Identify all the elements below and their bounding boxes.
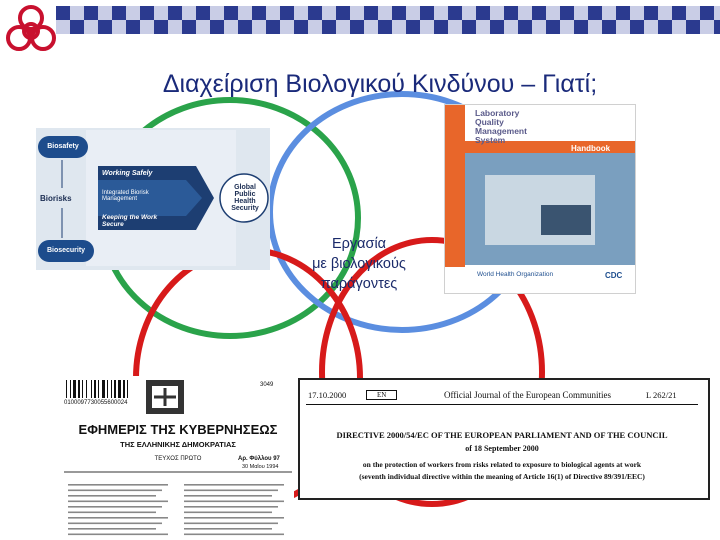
barcode-bar [94,380,96,398]
directive-dated: of 18 September 2000 [465,444,539,453]
barcode-bar [82,380,83,398]
cdc-logo-text: CDC [605,271,623,280]
barcode-bar [107,380,108,398]
barcode-bar [70,380,71,398]
greek-gazette-image [62,376,294,540]
gazette-subtitle: ΤΗΣ ΕΛΛΗΝΙΚΗΣ ΔΗΜΟΚΡΑΤΙΑΣ [120,440,236,449]
handbook-title-3: Management [475,126,527,136]
lqms-handbook-cover [444,104,636,294]
gazette-text-line [68,528,156,530]
barcode-bar [73,380,76,398]
handbook-title-2: Quality [475,117,504,127]
keeping-secure-label: Keeping the Work Secure [102,214,158,228]
barcode-bar [91,380,92,398]
center-label-line-3: παράγοντες [320,276,398,292]
gazette-title: ΕΦΗΜΕΡΙΣ ΤΗΣ ΚΥΒΕΡΝΗΣΕΩΣ [78,422,278,437]
directive-line2: (seventh individual directive within the meaning of Article 16(1) of Directive 89/391/EEC) [359,472,645,481]
gazette-date: 30 Μαΐου 1994 [242,464,279,470]
gazette-text-line [184,495,272,497]
gazette-text-line [184,490,278,492]
directive-date: 17.10.2000 [308,390,347,400]
barcode-bar [78,380,80,398]
directive-heading: DIRECTIVE 2000/54/EC OF THE EUROPEAN PARLIAMENT AND OF THE COUNCIL [336,430,668,440]
center-label [282,234,436,294]
directive-ref: L 262/21 [646,390,677,400]
global-health-label: Global Public Health Security [231,184,259,212]
barcode-bar [102,380,105,398]
gazette-text-line [68,506,162,508]
gazette-text-line [68,517,168,519]
barcode-bar [127,380,128,398]
gazette-text-line [184,506,278,508]
gazette-text-line [68,495,156,497]
gazette-text-line [184,517,284,519]
gazette-issue: ΤΕΥΧΟΣ ΠΡΩΤΟ [154,456,202,462]
barcode-bar [114,380,116,398]
directive-lang: EN [366,390,397,400]
who-logo-text: World Health Organization [477,271,554,278]
biorisks-label: Biorisks [40,194,72,203]
gazette-text-line [68,512,156,514]
biosecurity-label: Biosecurity [46,247,86,254]
gazette-text-line [184,512,272,514]
eu-directive-image [298,378,710,500]
gazette-text-line [184,501,284,503]
barcode-bar [111,380,112,398]
gazette-text-line [184,523,278,525]
handbook-title-1: Laboratory [475,108,520,118]
barcode-bar [98,380,99,398]
directive-journal: Official Journal of the European Communities [444,390,612,400]
gazette-text-line [68,523,162,525]
barcode-bar [123,380,125,398]
working-safely-label: Working Safely [102,170,153,177]
center-label-line-2: με βιολογικούς [312,256,406,272]
slide-title: Διαχείριση Βιολογικού Κινδύνου – Γιατί; [162,70,598,98]
gazette-text-line [68,484,168,486]
gazette-page-number: 3049 [260,382,274,388]
gazette-text-line [68,534,168,536]
gazette-text-line [68,501,168,503]
barcode-bar [118,380,121,398]
directive-line1: on the protection of workers from risks related to exposure to biological agents at work [362,460,642,469]
biorisk-diagram [36,128,270,270]
gazette-text-line [68,490,162,492]
gazette-text-line [184,528,272,530]
handbook-title-4: System [475,135,506,145]
barcode-bar [86,380,87,398]
handbook-label: Handbook [571,144,611,153]
center-label-line-1: Εργασία [331,236,387,252]
gazette-text-line [184,484,284,486]
barcode-bar [66,380,67,398]
integrated-label: Integrated Biorisk Management [102,190,149,202]
gazette-barcode-number: 0100097730055600024 [64,400,128,406]
gazette-text-line [184,534,284,536]
gazette-sheet: Αρ. Φύλλου 97 [238,456,280,462]
biosafety-label: Biosafety [47,143,79,150]
